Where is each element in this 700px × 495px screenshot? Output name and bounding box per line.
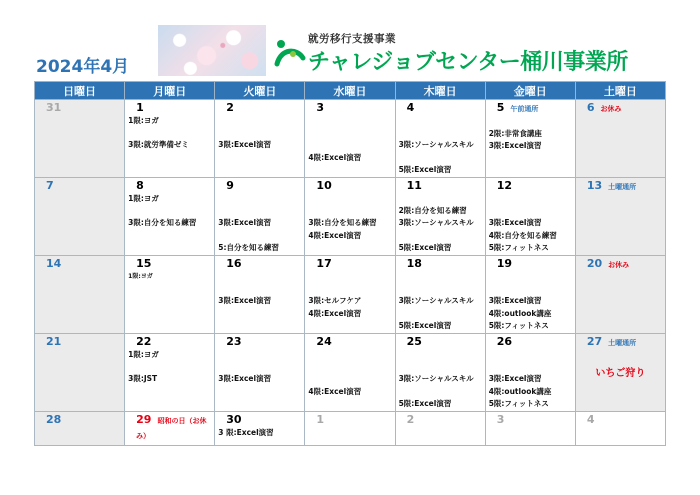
schedule-slot <box>399 115 482 127</box>
day-cell <box>305 412 395 446</box>
schedule-slot: 5限:フィットネス <box>488 398 549 408</box>
schedule-slot <box>489 283 572 295</box>
schedule-slot <box>218 205 301 217</box>
day-header <box>399 179 482 193</box>
week-row <box>35 412 666 446</box>
day-number: 1 <box>136 101 144 114</box>
schedule-slot <box>308 349 391 361</box>
day-header <box>38 335 121 349</box>
day-number: 5 <box>496 101 505 114</box>
day-number: 28 <box>46 413 62 427</box>
logo-subtitle: 就労移行支援事業 <box>308 33 396 45</box>
day-cell <box>485 412 575 446</box>
schedule-slot <box>399 386 482 398</box>
schedule-slot <box>218 115 301 127</box>
day-header <box>308 413 391 427</box>
day-header <box>128 179 211 193</box>
day-cell <box>575 334 665 412</box>
schedule-slot <box>399 271 482 283</box>
weekday-header: 火曜日 <box>215 82 305 100</box>
schedule-slot <box>218 230 301 242</box>
schedule-slot <box>489 116 572 128</box>
day-number: 17 <box>316 257 332 271</box>
day-cell <box>305 256 395 334</box>
schedule-slot: 5限:フィットネス <box>488 242 549 252</box>
day-cell <box>215 178 305 256</box>
month-title: 2024年4月 <box>36 57 130 77</box>
schedule-slot <box>308 361 391 373</box>
day-header <box>489 335 572 349</box>
schedule-slot: 4限:自分を知る練習 <box>488 230 557 240</box>
day-number: 27 <box>586 335 603 349</box>
day-number: 14 <box>46 257 62 271</box>
day-number: 21 <box>46 335 62 349</box>
day-cell <box>575 100 665 178</box>
schedule-slot: 3 限:Excel演習 <box>218 428 274 438</box>
day-cell <box>395 256 485 334</box>
day-header <box>489 413 572 427</box>
day-cell <box>35 100 125 178</box>
weekday-header: 月曜日 <box>125 82 215 100</box>
day-number: 2 <box>406 413 415 427</box>
schedule-slot <box>218 361 301 373</box>
logo-title: チャレジョブセンター桶川事業所 <box>308 50 628 75</box>
schedule-slot <box>308 115 391 127</box>
schedule-slot: 3限:Excel演習 <box>488 296 542 306</box>
day-cell <box>125 334 215 412</box>
schedule-slot: 5限:Excel演習 <box>398 320 452 330</box>
schedule-slot <box>308 139 391 151</box>
schedule-slot <box>128 205 211 217</box>
day-number: 22 <box>136 335 152 349</box>
schedule-slot: 3限:自分を知る練習 <box>128 218 197 228</box>
schedule-slot: 3限:Excel演習 <box>488 374 542 384</box>
schedule-slot <box>399 283 482 295</box>
day-number: 18 <box>406 257 422 271</box>
schedule-slot: 3限:Excel演習 <box>488 141 542 151</box>
day-tag: お休み <box>600 105 622 113</box>
day-header <box>489 257 572 271</box>
day-header <box>308 257 391 271</box>
schedule-slot <box>128 127 211 139</box>
day-number: 31 <box>46 101 62 114</box>
day-header <box>128 335 211 349</box>
schedule-slot: 4限:outlook講座 <box>488 386 552 396</box>
day-cell <box>35 412 125 446</box>
schedule-slot <box>489 349 572 361</box>
day-number: 3 <box>316 101 325 114</box>
day-number: 2 <box>226 101 234 114</box>
schedule-slot <box>308 193 391 205</box>
schedule-slot: 3限:自分を知る練習 <box>308 218 377 228</box>
weekday-header: 水曜日 <box>305 82 395 100</box>
schedule-slot <box>399 152 482 164</box>
schedule-slot: 3限:ソーシャルスキル <box>398 218 474 228</box>
schedule-slot <box>308 205 391 217</box>
schedule-slot <box>218 127 301 139</box>
schedule-slot: 4限:Excel演習 <box>308 308 362 318</box>
day-header <box>218 335 301 349</box>
day-cell <box>575 412 665 446</box>
schedule-slot: 2限:非常食講座 <box>488 129 542 139</box>
schedule-slot: 2限:自分を知る練習 <box>398 206 467 216</box>
schedule-slot: 1限:ヨガ <box>128 194 159 204</box>
day-cell <box>125 256 215 334</box>
day-number: 23 <box>226 335 242 349</box>
day-header <box>218 257 301 271</box>
day-number: 30 <box>226 413 242 427</box>
day-header <box>308 335 391 349</box>
schedule-slot: 3限:セルフケア <box>308 296 362 306</box>
logo-icon <box>273 34 307 72</box>
cherry-blossom-image <box>158 25 266 76</box>
day-header <box>399 335 482 349</box>
schedule-slot: 3限:Excel演習 <box>218 374 272 384</box>
day-header <box>579 257 662 272</box>
schedule-slot: 3限:JST <box>128 374 158 384</box>
day-header <box>38 101 121 115</box>
day-cell <box>395 334 485 412</box>
day-number: 13 <box>586 179 603 193</box>
day-header <box>38 179 121 193</box>
day-number: 20 <box>586 257 603 271</box>
day-header <box>399 257 482 271</box>
day-number: 1 <box>316 413 325 427</box>
schedule-slot <box>308 271 391 283</box>
day-number: 19 <box>496 257 513 271</box>
schedule-slot: 5限:Excel演習 <box>398 398 452 408</box>
day-header <box>399 413 482 427</box>
day-number: 9 <box>226 179 234 193</box>
weekday-header-row <box>35 82 666 100</box>
day-tag: お休み <box>608 261 630 270</box>
schedule-slot: 3限:ソーシャルスキル <box>398 374 474 384</box>
schedule-slot: 3限:就労準備ゼミ <box>128 140 189 150</box>
schedule-slot <box>308 283 391 295</box>
schedule-slot <box>489 205 572 217</box>
day-number: 11 <box>406 179 422 193</box>
schedule-slot: 4限:Excel演習 <box>308 230 362 240</box>
schedule-slot <box>489 193 572 205</box>
schedule-slot: 1限:ヨガ <box>128 273 153 281</box>
schedule-slot <box>308 373 391 385</box>
day-cell <box>395 178 485 256</box>
schedule-slot <box>218 271 301 283</box>
day-header <box>38 413 121 427</box>
day-cell <box>305 100 395 178</box>
day-cell <box>395 412 485 446</box>
schedule-slot: 4限:Excel演習 <box>308 152 362 162</box>
day-header <box>128 257 211 271</box>
day-number: 12 <box>496 179 513 193</box>
day-cell <box>485 334 575 412</box>
day-header <box>579 413 662 427</box>
schedule-slot: 3限:Excel演習 <box>218 140 272 150</box>
week-row <box>35 100 666 178</box>
day-header <box>579 179 662 194</box>
day-header <box>218 413 301 427</box>
day-header <box>218 101 301 115</box>
day-cell <box>35 256 125 334</box>
calendar-body <box>35 100 666 446</box>
week-row <box>35 256 666 334</box>
day-header <box>128 413 211 443</box>
day-cell <box>125 412 215 446</box>
day-header <box>489 179 572 193</box>
schedule-slot: 3限:Excel演習 <box>488 218 542 228</box>
schedule-slot <box>218 349 301 361</box>
schedule-slot: 5限:フィットネス <box>488 320 549 330</box>
schedule-slot: 5限:Excel演習 <box>398 164 452 174</box>
schedule-slot <box>399 230 482 242</box>
day-number: 3 <box>496 413 505 427</box>
day-header <box>308 101 391 115</box>
day-cell <box>485 178 575 256</box>
day-cell <box>575 256 665 334</box>
day-number: 24 <box>316 335 332 349</box>
day-header <box>579 101 662 116</box>
schedule-slot <box>218 193 301 205</box>
week-row <box>35 178 666 256</box>
week-row <box>35 334 666 412</box>
schedule-slot <box>399 361 482 373</box>
day-cell <box>125 100 215 178</box>
schedule-slot: 3限:ソーシャルスキル <box>398 296 474 306</box>
day-cell <box>215 412 305 446</box>
weekday-header: 土曜日 <box>575 82 665 100</box>
day-number: 26 <box>496 335 513 349</box>
schedule-slot: 3限:Excel演習 <box>218 296 272 306</box>
schedule-slot <box>399 349 482 361</box>
day-header <box>579 335 662 350</box>
schedule-slot: 4限:Excel演習 <box>308 386 362 396</box>
schedule-slot: 1限:ヨガ <box>128 350 159 360</box>
day-header <box>489 101 572 116</box>
weekday-header: 金曜日 <box>485 82 575 100</box>
schedule-slot: 1限:ヨガ <box>128 116 159 125</box>
day-cell <box>125 178 215 256</box>
schedule-slot <box>399 193 482 205</box>
schedule-slot <box>218 283 301 295</box>
day-number: 6 <box>586 101 595 114</box>
day-cell <box>395 100 485 178</box>
day-cell <box>215 334 305 412</box>
schedule-slot: 5:自分を知る練習 <box>218 242 279 252</box>
day-header <box>308 179 391 193</box>
day-cell <box>35 178 125 256</box>
day-header <box>38 257 121 271</box>
day-cell <box>485 256 575 334</box>
day-tag: 午前通所 <box>510 105 539 113</box>
day-number: 16 <box>226 257 242 271</box>
schedule-slot <box>399 127 482 139</box>
schedule-slot: 3限:ソーシャルスキル <box>398 140 474 150</box>
schedule-slot <box>308 127 391 139</box>
day-header <box>218 179 301 193</box>
day-number: 15 <box>136 257 152 271</box>
schedule-slot <box>489 271 572 283</box>
schedule-slot: 4限:outlook講座 <box>488 308 552 318</box>
day-cell <box>215 100 305 178</box>
event-label: いちご狩り <box>595 368 646 380</box>
day-cell <box>575 178 665 256</box>
schedule-slot: 3限:Excel演習 <box>218 218 272 228</box>
day-tag: 土曜通所 <box>608 339 637 348</box>
weekday-header: 木曜日 <box>395 82 485 100</box>
day-number: 7 <box>46 179 54 193</box>
day-header <box>399 101 482 115</box>
schedule-slot <box>489 361 572 373</box>
day-number: 25 <box>406 335 422 349</box>
day-number: 4 <box>586 413 595 427</box>
day-cell <box>485 100 575 178</box>
weekday-header: 日曜日 <box>35 82 125 100</box>
day-number: 8 <box>136 179 144 193</box>
day-number: 4 <box>406 101 415 114</box>
day-cell <box>305 178 395 256</box>
schedule-slot <box>399 308 482 320</box>
day-number: 10 <box>316 179 332 193</box>
day-cell <box>215 256 305 334</box>
calendar-table <box>34 81 666 446</box>
day-cell <box>35 334 125 412</box>
day-cell <box>305 334 395 412</box>
day-tag: 土曜通所 <box>608 183 637 192</box>
day-number: 29 <box>136 413 152 427</box>
day-tag: 昭和の日（お休み） <box>136 417 207 441</box>
schedule-slot: 5限:Excel演習 <box>398 242 452 252</box>
schedule-slot <box>128 361 211 373</box>
day-header <box>128 101 211 115</box>
